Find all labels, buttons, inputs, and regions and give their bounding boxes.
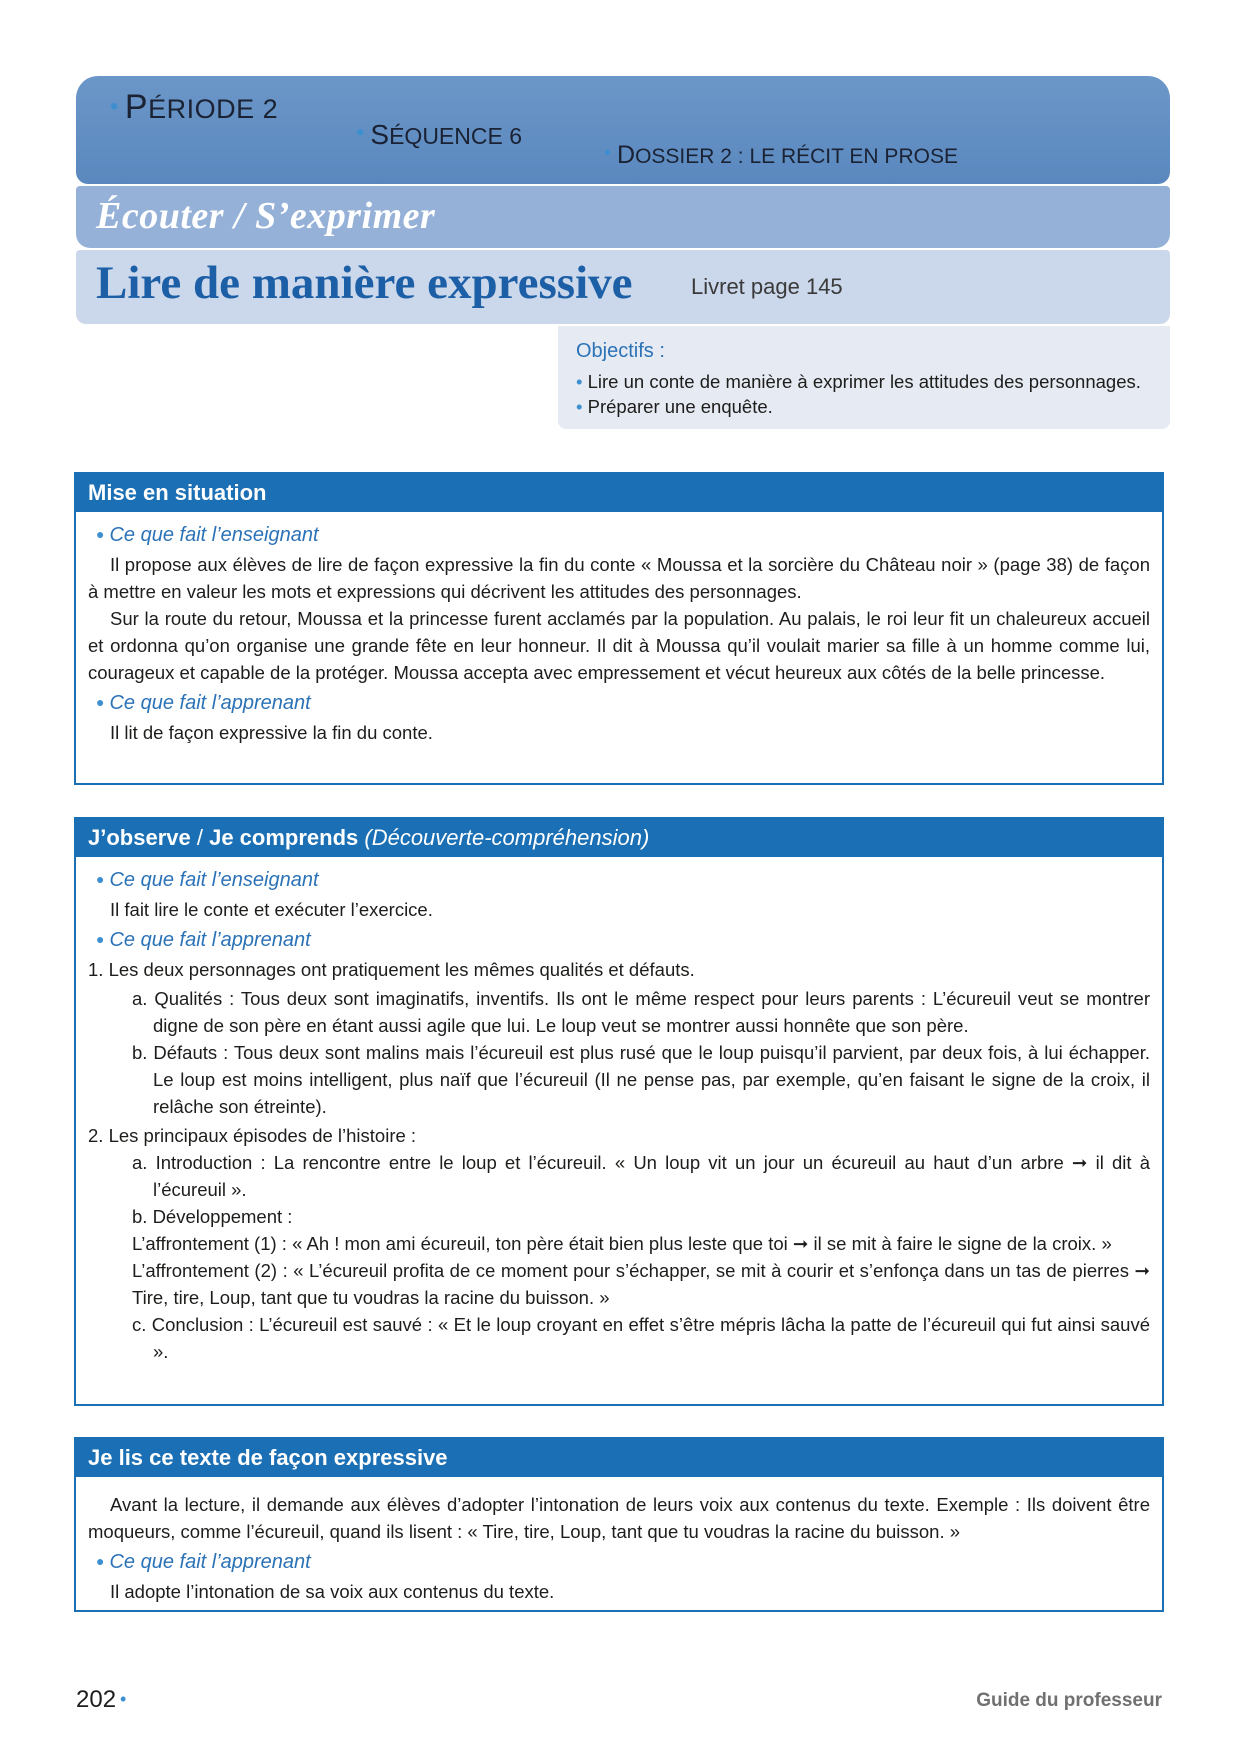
bullet-icon: • <box>576 371 583 392</box>
objectives-list <box>576 369 1141 419</box>
heading-separator: / <box>190 825 210 850</box>
page-number <box>76 1686 126 1714</box>
section-heading: Je lis ce texte de façon expressive <box>76 1439 1162 1477</box>
periode-label <box>110 88 278 127</box>
bullet-icon: ● <box>96 931 105 947</box>
dossier-prefix: D <box>617 141 636 169</box>
paragraph: Avant la lecture, il demande aux élèves d’adopter l’intonation de leurs voix aux contenus du texte. Exemple : Ils doivent être moqueurs, comme l’écureuil, quand ils lisent : « Tire, tire, Loup, tant que tu voudras la racine du buisson. » <box>88 1494 1150 1542</box>
page-number-value: 202 <box>76 1686 117 1713</box>
paragraph: Il fait lire le conte et exécuter l’exercice. <box>110 899 433 920</box>
header-band <box>76 76 1170 184</box>
section-body <box>76 512 1162 746</box>
section-observe <box>74 817 1164 1406</box>
answer-1a: a. Qualités : Tous deux sont imaginatifs, inventifs. Ils ont le même respect pour leurs parents : L’écureuil veut se montrer digne de son père en étant aussi agile que lui. Le loup veut se montrer aussi honnête que son père. <box>132 988 1150 1036</box>
role-teacher <box>96 518 1150 551</box>
paragraph: Il lit de façon expressive la fin du conte. <box>110 722 433 743</box>
answer-2c: c. Conclusion : L’écureuil est sauvé : « Et le loup croyant en effet s’être mépris lâcha la patte de l’écureuil qui fut ainsi sauvé ». <box>132 1314 1150 1362</box>
role-label: Ce que fait l’enseignant <box>109 869 319 891</box>
role-label: Ce que fait l’apprenant <box>109 692 311 714</box>
section-heading <box>76 819 1162 857</box>
bullet-icon: • <box>604 142 612 164</box>
objective-item <box>576 394 1141 419</box>
paragraph: Il adopte l’intonation de sa voix aux contenus du texte. <box>110 1581 555 1602</box>
answer-2: 2. Les principaux épisodes de l’histoire : <box>88 1125 417 1146</box>
footer-guide: Guide du professeur <box>976 1690 1162 1711</box>
bullet-icon: • <box>356 119 365 146</box>
objective-text: Préparer une enquête. <box>587 396 773 417</box>
section-body <box>76 1477 1162 1605</box>
answer-2b-2: L’affrontement (2) : « L’écureuil profita de ce moment pour s’échapper, se mit à courir et s’enfonça dans un tas de pierres ➞ Tire, tire, Loup, tant que tu voudras la racine du buisson. » <box>132 1260 1150 1308</box>
objective-text: Lire un conte de manière à exprimer les attitudes des personnages. <box>587 371 1141 392</box>
paragraph: Il propose aux élèves de lire de façon expressive la fin du conte « Moussa et la sorcière du Château noir » (page 38) de façon à mettre en valeur les mots et expressions qui décrivent les attitudes des personnages. <box>88 554 1150 602</box>
periode-rest: ÉRIODE 2 <box>148 94 279 124</box>
sequence-prefix: S <box>370 119 390 150</box>
page-title: Lire de manière expressive <box>96 257 633 309</box>
role-label: Ce que fait l’apprenant <box>109 929 311 951</box>
bullet-icon: • <box>110 93 119 120</box>
bullet-icon: • <box>120 1689 127 1709</box>
bullet-icon: ● <box>96 871 105 887</box>
subtitle-band <box>76 186 1170 248</box>
role-learner <box>96 1545 1150 1578</box>
sequence-rest: ÉQUENCE 6 <box>389 123 523 149</box>
answer-2b: b. Développement : <box>132 1206 293 1227</box>
objectives-title: Objectifs : <box>576 340 665 362</box>
page-reference: Livret page 145 <box>691 274 843 299</box>
bullet-icon: ● <box>96 526 105 542</box>
answer-1b: b. Défauts : Tous deux sont malins mais l’écureuil est plus rusé que le loup puisqu’il parvient, par deux fois, à lui échapper. Le loup est moins intelligent, plus naïf que l’écureuil (Il ne pense pas, par exemple, qu’en faisant le signe de la croix, il relâche son étreinte). <box>132 1042 1150 1117</box>
role-learner <box>96 686 1150 719</box>
heading-part: Je comprends <box>209 825 359 850</box>
bullet-icon: ● <box>96 694 105 710</box>
dossier-label <box>604 141 958 170</box>
role-learner <box>96 923 1150 956</box>
section-lecture <box>74 1437 1164 1612</box>
section-heading: Mise en situation <box>76 474 1162 512</box>
section-body <box>76 857 1162 1365</box>
role-label: Ce que fait l’apprenant <box>109 1551 311 1573</box>
heading-note: (Découverte-compréhension) <box>364 825 650 850</box>
paragraph: Sur la route du retour, Moussa et la princesse furent acclamés par la population. Au palais, le roi leur fit un chaleureux accueil et ordonna qu’on organise une grande fête en leur honneur. Il dit à Moussa qu’il voulait marier sa fille à un homme comme lui, courageux et capable de la protéger. Moussa accepta avec empressement et vécut heureux aux côtés de la belle princesse. <box>88 608 1150 683</box>
section-mise-en-situation <box>74 472 1164 785</box>
objectives-box <box>558 326 1170 429</box>
bullet-icon: • <box>576 396 583 417</box>
title-band <box>76 250 1170 324</box>
role-teacher <box>96 863 1150 896</box>
role-label: Ce que fait l’enseignant <box>109 524 319 546</box>
dossier-rest: OSSIER 2 : LE RÉCIT EN PROSE <box>635 145 958 168</box>
answer-2a: a. Introduction : La rencontre entre le loup et l’écureuil. « Un loup vit un jour un écureuil au haut d’un arbre ➞ il dit à l’écureuil ». <box>132 1152 1150 1200</box>
bullet-icon: ● <box>96 1553 105 1569</box>
periode-prefix: P <box>124 88 149 126</box>
subtitle: Écouter / S’exprimer <box>96 195 436 237</box>
answer-1: 1. Les deux personnages ont pratiquement les mêmes qualités et défauts. <box>88 959 695 980</box>
heading-part: J’observe <box>88 825 191 850</box>
sequence-label <box>356 119 522 151</box>
answer-2b-1: L’affrontement (1) : « Ah ! mon ami écureuil, ton père était bien plus leste que toi ➞ il se mit à faire le signe de la croix. » <box>132 1233 1112 1254</box>
objective-item <box>576 369 1141 394</box>
